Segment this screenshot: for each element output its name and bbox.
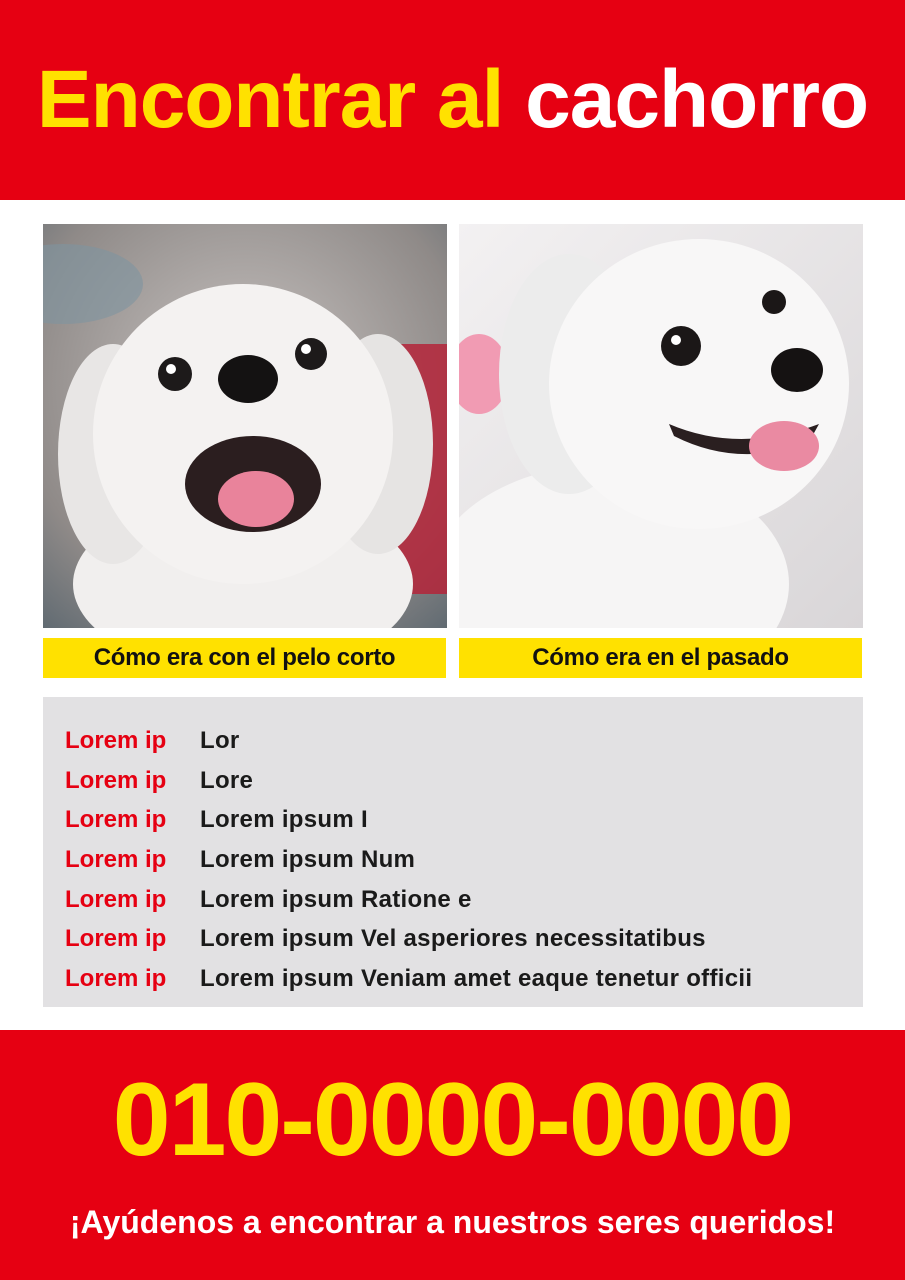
detail-label: Lorem ip <box>65 885 167 913</box>
detail-row <box>65 880 841 920</box>
detail-label: Lorem ip <box>65 726 167 754</box>
dog-photo-past <box>459 224 863 628</box>
page-title <box>36 54 869 145</box>
details-panel <box>43 697 863 1007</box>
detail-value: Lorem ipsum Vel asperiores necessitatibus <box>200 925 706 953</box>
detail-row <box>65 800 841 840</box>
header-banner <box>0 0 905 200</box>
footer-banner <box>0 1030 905 1280</box>
detail-row <box>65 721 841 761</box>
detail-value: Lore <box>200 766 254 794</box>
detail-row <box>65 959 841 999</box>
detail-value: Lorem ipsum Veniam amet eaque tenetur officii <box>200 964 753 992</box>
dog-photo-short-hair <box>43 224 447 628</box>
footer-slogan: ¡Ayúdenos a encontrar a nuestros seres queridos! <box>69 1204 836 1240</box>
detail-row <box>65 919 841 959</box>
detail-value: Lorem ipsum Num <box>200 845 416 873</box>
detail-value: Lorem ipsum I <box>200 806 368 834</box>
detail-label: Lorem ip <box>65 964 167 992</box>
detail-label: Lorem ip <box>65 845 167 873</box>
detail-row <box>65 840 841 880</box>
detail-label: Lorem ip <box>65 766 167 794</box>
caption-short-hair: Cómo era con el pelo corto <box>43 638 446 678</box>
detail-row <box>65 761 841 801</box>
detail-value: Lorem ipsum Ratione e <box>200 885 472 913</box>
detail-value: Lor <box>200 726 240 754</box>
caption-past: Cómo era en el pasado <box>459 638 862 678</box>
title-part-white: cachorro <box>525 54 869 145</box>
detail-label: Lorem ip <box>65 925 167 953</box>
detail-label: Lorem ip <box>65 806 167 834</box>
contact-phone: 010-0000-0000 <box>112 1062 793 1178</box>
title-part-yellow: Encontrar al <box>36 54 504 145</box>
